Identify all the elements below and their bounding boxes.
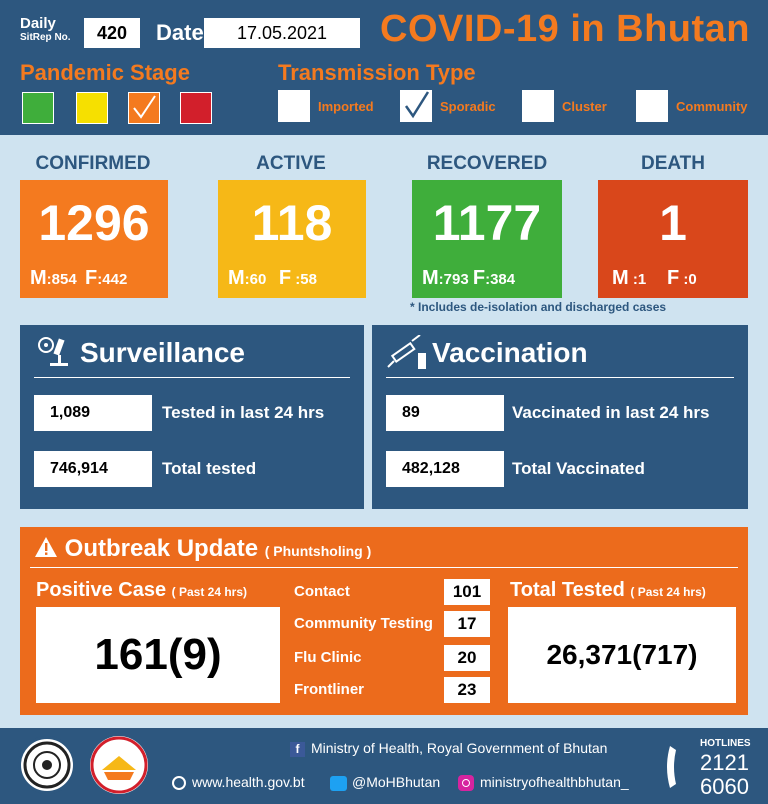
facebook-icon: f xyxy=(290,742,305,757)
active-card xyxy=(218,180,366,298)
sitrep-number: 420 xyxy=(84,18,140,48)
instagram-icon xyxy=(458,775,474,791)
date-label: Date xyxy=(156,20,204,45)
total-tested-label: Total tested xyxy=(162,459,257,478)
death-label: DEATH xyxy=(640,153,706,174)
flu-clinic-value: 20 xyxy=(444,645,490,671)
active-gender: M:60 F :58 xyxy=(228,267,317,289)
check-icon xyxy=(400,90,432,122)
active-value: 118 xyxy=(251,195,333,251)
warning-icon xyxy=(34,536,58,558)
check-icon xyxy=(129,93,159,123)
seal-emblem xyxy=(21,739,73,791)
stage-orange xyxy=(128,92,160,124)
flu-clinic-label: Flu Clinic xyxy=(294,649,362,666)
divider xyxy=(34,377,350,378)
frontliner-value: 23 xyxy=(444,677,490,703)
transmission-type-label: Transmission Type xyxy=(278,60,476,85)
hotline-2: 6060 xyxy=(700,774,749,799)
community-box xyxy=(636,90,668,122)
positive-case-label: Positive Case ( Past 24 hrs) xyxy=(36,579,248,601)
recovered-value: 1177 xyxy=(432,195,542,251)
outbreak-panel xyxy=(20,527,748,715)
microscope-icon xyxy=(36,335,72,371)
date-value: 17.05.2021 xyxy=(204,18,360,48)
imported-box xyxy=(278,90,310,122)
instagram-link[interactable]: ministryofhealthbhutan_ xyxy=(458,774,629,791)
divider xyxy=(386,377,734,378)
total-vaccinated-label: Total Vaccinated xyxy=(512,459,645,478)
vaccinated-24-value: 89 xyxy=(386,395,504,431)
confirmed-gender: M:854 F:442 xyxy=(30,267,128,289)
death-gender: M :1 F :0 xyxy=(612,267,697,289)
community-testing-value: 17 xyxy=(444,611,490,637)
globe-icon xyxy=(172,776,186,790)
partner-emblem xyxy=(90,736,148,794)
outbreak-title: Outbreak Update ( Phuntsholing ) xyxy=(34,535,371,563)
daily-label: Daily xyxy=(20,15,56,32)
vaccinated-24-label: Vaccinated in last 24 hrs xyxy=(512,403,710,422)
page-title: COVID-19 in Bhutan xyxy=(380,8,751,50)
vaccination-title: Vaccination xyxy=(432,337,588,368)
website-link[interactable]: www.health.gov.bt xyxy=(172,774,305,790)
pandemic-stage-label: Pandemic Stage xyxy=(20,60,190,85)
twitter-icon xyxy=(330,776,347,791)
tested-24-label: Tested in last 24 hrs xyxy=(162,403,325,422)
total-tested-outbreak-label: Total Tested ( Past 24 hrs) xyxy=(510,579,706,601)
sitrep-no-label: SitRep No. xyxy=(20,32,71,43)
total-tested-value: 746,914 xyxy=(34,451,152,487)
contact-value: 101 xyxy=(444,579,490,605)
partner-logo xyxy=(90,736,148,794)
death-card xyxy=(598,180,748,298)
confirmed-card xyxy=(20,180,168,298)
sitrep-label xyxy=(20,16,71,43)
twitter-link[interactable]: @MoHBhutan xyxy=(330,774,440,791)
sporadic-box xyxy=(400,90,432,122)
header-band xyxy=(0,0,768,135)
surveillance-title: Surveillance xyxy=(80,337,245,368)
community-label: Community xyxy=(676,99,748,114)
contact-label: Contact xyxy=(294,583,350,600)
confirmed-value: 1296 xyxy=(38,195,150,251)
ministry-name: f Ministry of Health, Royal Government of Bhutan xyxy=(290,740,607,757)
stage-red xyxy=(180,92,212,124)
hotline-1: 2121 xyxy=(700,750,749,775)
divider xyxy=(30,567,738,568)
active-label: ACTIVE xyxy=(256,153,326,174)
tested-24-value: 1,089 xyxy=(34,395,152,431)
recovered-card xyxy=(412,180,562,298)
death-value: 1 xyxy=(659,195,687,251)
cluster-label: Cluster xyxy=(562,99,607,114)
community-testing-label: Community Testing xyxy=(294,615,433,632)
total-vaccinated-value: 482,128 xyxy=(386,451,504,487)
stage-green xyxy=(22,92,54,124)
outbreak-location: ( Phuntsholing ) xyxy=(264,543,372,559)
vaccination-panel xyxy=(372,325,748,509)
positive-case-value: 161(9) xyxy=(36,607,280,703)
footer xyxy=(0,728,768,804)
confirmed-label: CONFIRMED xyxy=(35,153,151,174)
ministry-seal-logo xyxy=(18,736,76,794)
surveillance-panel xyxy=(20,325,364,509)
phone-icon xyxy=(664,742,690,792)
imported-label: Imported xyxy=(318,99,374,114)
recovered-label: RECOVERED xyxy=(426,153,548,174)
total-tested-outbreak-value: 26,371(717) xyxy=(508,607,736,703)
syringe-icon xyxy=(386,335,428,371)
recovered-footnote: * Includes de-isolation and discharged cases xyxy=(410,300,667,314)
hotlines-label: HOTLINES xyxy=(700,738,751,749)
cluster-box xyxy=(522,90,554,122)
recovered-gender: M:793 F:384 xyxy=(422,267,516,289)
sporadic-label: Sporadic xyxy=(440,99,496,114)
stage-yellow xyxy=(76,92,108,124)
frontliner-label: Frontliner xyxy=(294,681,364,698)
